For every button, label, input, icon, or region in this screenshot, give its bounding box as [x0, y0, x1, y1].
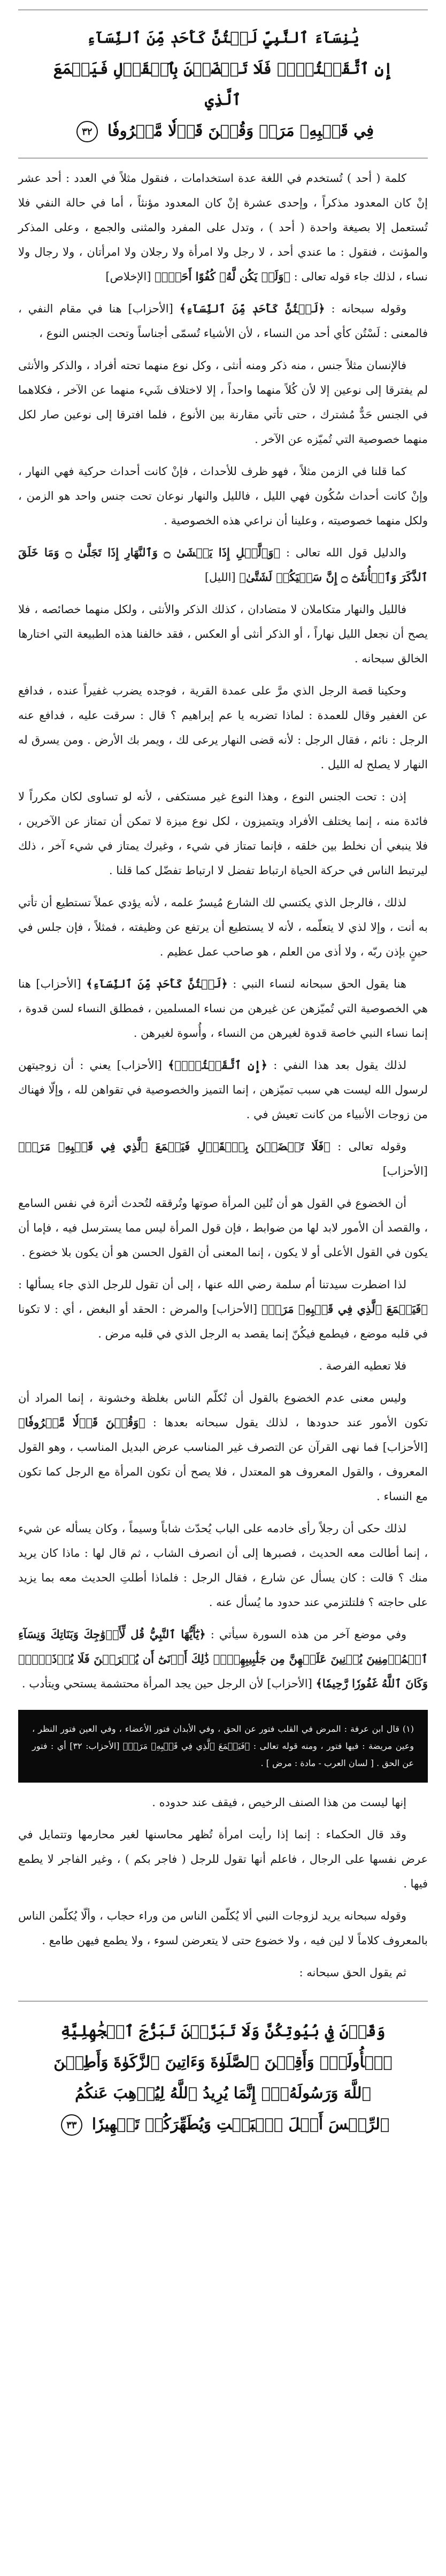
- paragraph-text: وقد قال الحكماء : إنما إذا رأيت امرأة تُظهر محاسنها لغير محارمها وتتمايل في عرض نفسها على الرجال ، فاعلم أنها تقول للرجل ( فاجر بكم ) ، وغير الفاجر لا يطمع فيها .: [18, 1828, 428, 1890]
- paragraph-text: وقوله سبحانه :: [331, 302, 406, 315]
- quran-quote: ﴿فَلَا تَخۡضَعۡنَ بِٱلۡقَوۡلِ فَيَطۡمَعَ ٱلَّذِي فِي قَلۡبِهِۦ مَرَضٞ﴾: [18, 1140, 330, 1153]
- paragraph: [18, 540, 428, 590]
- quran-quote: ﴿وَقُلۡنَ قَوۡلٗا مَّعۡرُوفٗا﴾: [18, 1416, 145, 1429]
- paragraph: [18, 1354, 428, 1378]
- paragraph-text: وقوله سبحانه يريد لزوجات النبي ألا يُكلّمن الناس من وراء حجاب ، وألّا يُكلّمن الناس بالمعروف كلاماً لا لين فيه ، ولا خضوع حتى لا يتعرضن لسوء ، ولا يطمع فيهن طامع .: [18, 1909, 428, 1947]
- paragraph-text: ثم يقول الحق سبحانه :: [299, 1966, 406, 1979]
- paragraph: [18, 1134, 428, 1183]
- paragraph-text: كلمة ( أحد ) تُستخدم في اللغة عدة استخدامات ، فنقول مثلاً في العدد : أحد عشر إنْ كان المعدود مذكراً ، وإحدى عشرة إنْ كان المعدود مؤنثاً ، أما في حالة النفي فلا تُستعمل إلا بصيغة واحدة ( أحد ) ، وتدل على المفرد والمثنى والجمع ، وعلى المذكر والمؤنث ، فنقول : ما عندي أحد ، لا رجل ولا امرأة ولا رجلان ولا امرأتان ، ولا رجال ولا نساء ، لذلك جاء قوله تعالى :: [18, 172, 428, 283]
- quran-quote: ﴿إِنِ ٱتَّقَيۡتُنَّۚ﴾: [168, 1058, 267, 1072]
- quran-quote: ﴿وَٱلَّيۡلِ إِذَا يَغۡشَىٰ ۝ وَٱلنَّهَارِ إِذَا تَجَلَّىٰ ۝ وَمَا خَلَقَ ٱلذَّكَرَ وَٱلۡأُنثَىٰٓ ۝ إِنَّ سَعۡيَكُمۡ لَشَتَّىٰ﴾: [18, 546, 428, 584]
- paragraph: [18, 1822, 428, 1896]
- verse-line: إِنِ ٱتَّقَيۡتُنَّۚ فَلَا تَخۡضَعۡنَ بِٱلۡقَوۡلِ فَيَطۡمَعَ ٱلَّذِي: [53, 59, 393, 109]
- verse-line: [33, 115, 413, 146]
- commentary-continued: [18, 1790, 428, 1985]
- reference-text: [الأحزاب] هنا هي الخصوصية التي تُميّزهن عن غيرهن من نساء المسلمين ، فمطلق النساء لسن قدوة ، إنما نساء النبي خاصة قدوة لغيرهن من النساء ، وأُسوة لغيرهن .: [18, 977, 428, 1039]
- paragraph: [18, 1904, 428, 1953]
- paragraph: [18, 1191, 428, 1265]
- quran-quote: ﴿فَيَطۡمَعَ ٱلَّذِي فِي قَلۡبِهِۦ مَرَضٞ﴾: [261, 1302, 428, 1316]
- paragraph-text: وفي موضع آخر من هذه السورة سيأتي :: [210, 1628, 407, 1641]
- verse-line-text: ٱلرِّجۡسَ أَهۡلَ ٱلۡبَيۡتِ وَيُطَهِّرَكُمۡ تَطۡهِيرٗا: [91, 2115, 390, 2133]
- paragraph: [18, 1386, 428, 1509]
- paragraph: [18, 1053, 428, 1127]
- paragraph: [18, 890, 428, 964]
- paragraph: [18, 353, 428, 452]
- reference-text: [الأحزاب] والمرض : الحقد أو البغض ، أي : لا تكونا في قلبه موضع ، فيطمع فيكُنّ إنما يقصد به الرجل الذي في قلبه مرض .: [18, 1303, 428, 1340]
- paragraph: [18, 1272, 428, 1346]
- paragraph-text: فلا تعطيه الفرصة .: [319, 1359, 406, 1372]
- verse-line: وَقَرۡنَ فِي بُيُوتِكُنَّ وَلَا تَبَرَّجۡنَ تَبَرُّجَ ٱلۡجَٰهِلِيَّةِ: [60, 2022, 386, 2040]
- paragraph-text: لذلك ، فالرجل الذي يكتسي لك الشارع مُيسرٌ علمه ، لأنه يؤدي عملاً تستطيع أن تأتي به أنت ، وإلا لذي لا يتعلّمه ، لأنه لا يستطيع أن يرتفع عن وظيفته ، فمثلاً ، فإن جلس في حينٍ بإذن ربّه ، ولا أذى من العلم ، هو صاحب عمل عظيم .: [18, 896, 428, 958]
- quran-quote: ﴿لَسۡتُنَّ كَأَحَدٖ مِّنَ ٱلنِّسَآءِ﴾: [86, 977, 228, 990]
- paragraph: [18, 1622, 428, 1696]
- quran-quote: ﴿يَٰٓأَيُّهَا ٱلنَّبِيُّ قُل لِّأَزۡوَٰجِكَ وَبَنَاتِكَ وَنِسَآءِ ٱلۡمُؤۡمِنِينَ يُدۡنِينَ عَلَيۡهِنَّ مِن جَلَٰبِيبِهِنَّۚ ذَٰلِكَ أَدۡنَىٰٓ أَن يُعۡرَفۡنَ فَلَا يُؤۡذَيۡنَۗ وَكَانَ ٱللَّهُ غَفُورٗا رَّحِيمٗا﴾: [18, 1627, 428, 1690]
- reference-text: [الأحزاب] لأن الرجل حين يجد المرأة محتشمة يستحي ويتأدب .: [21, 1677, 312, 1690]
- paragraph-text: وقوله تعالى :: [337, 1140, 406, 1153]
- reference-text: [الأحزاب] فما نهى القرآن عن التصرف غير المناسب عرض البديل المناسب ، وهو القول المعروف ، والقول المعروف هو المعتدل ، فلا يصح أن تكون المرأة مع الرجل كما تكون مع النساء .: [18, 1441, 428, 1503]
- paragraph-text: لذلك يقول بعد هذا النفي :: [273, 1059, 406, 1072]
- paragraph-text: أن الخضوع في القول هو أن تُلين المرأة صوتها وتُرققه لتُحدث أثرة في نفس السامع ، والقصد أن الأمور لابد لها من ضوابط ، فإن قول المرأة ليس مما يسترسل فيه ، فإما أن يكون في القول الأعلى أو لا يكون ، إنما المعنى أن القول الحسن هو أن يكون بلا خضوع .: [18, 1197, 428, 1259]
- paragraph: [18, 166, 428, 289]
- paragraph: [18, 1960, 428, 1985]
- verse-number: ٣٣: [61, 2114, 82, 2136]
- paragraph: [18, 459, 428, 533]
- paragraph-text: والدليل قول الله تعالى :: [286, 546, 407, 559]
- paragraph: [18, 1516, 428, 1615]
- paragraph: [18, 784, 428, 883]
- paragraph: [18, 597, 428, 671]
- reference-text: [الأحزاب]: [382, 1165, 428, 1178]
- paragraph-text: كما قلنا في الزمن مثلاً ، فهو ظرف للأحداث ، فإنْ كانت أحداث حركية فهي النهار ، وإنْ كانت أحداث سُكُون فهي الليل ، فالليل والنهار نوعان تحت جنس واحد هو الزمن ، ولكل منهما خصوصيته ، وعلينا أن نراعي هذه الخصوصية .: [18, 465, 428, 527]
- verse-line: ٱلۡأُولَىٰۖ وَأَقِمۡنَ ٱلصَّلَوٰةَ وَءَاتِينَ ٱلزَّكَوٰةَ وَأَطِعۡنَ: [53, 2053, 393, 2071]
- closing-verse: [18, 2001, 428, 2153]
- reference-text: [الليل]: [204, 571, 236, 584]
- verse-number: ٣٢: [76, 121, 98, 142]
- reference-text: [الإخلاص]: [105, 270, 151, 283]
- reference-text: [الأحزاب] هنا في مقام النفي ، فالمعنى : لَسْتُن كأي أحد من النساء ، لأن الأشياء تُسمّى أجناساً وتحت الجنس النوع ،: [18, 302, 428, 340]
- verse-line: ٱللَّهَ وَرَسُولَهُۥٓۚ إِنَّمَا يُرِيدُ ٱللَّهُ لِيُذۡهِبَ عَنكُمُ: [75, 2084, 371, 2102]
- paragraph-text: فالإنسان مثلاً جنس ، منه ذكر ومنه أنثى ، وكل نوع منهما تحته أفراد ، والذكر والأنثى لم يفترقا إلى نوعين إلا لأن كُلاً منهما واحداً ، إلا لاختلاف شَيء منهما عن الآخر ، فكلاهما في الجنس حَدٌّ مُشترك ، حتى تأتي مقارنة بين الأنوع ، فلما افترقا إلى نوعين صار لكل منهما خصوصية التي تُميّزه عن الآخر .: [18, 359, 428, 446]
- paragraph-text: وحكينا قصة الرجل الذي مرَّ على عمدة القرية ، فوجده يضرب غفيراً عنده ، فدافع عن الغفير وقال للعمدة : لماذا تضربه يا عم إبراهيم ؟ قال : سرقت عليه ، فدافع عنه الرجل : نائم ، فقال الرجل : لأنه قضى النهار يرعى لك ، ويمر بك الأرض . ومن يسرق له النهار لا يصلح له الليل .: [18, 684, 428, 771]
- paragraph: [18, 296, 428, 346]
- quran-quote: ﴿لَسۡتُنَّ كَأَحَدٖ مِّنَ ٱلنِّسَآءِ﴾: [179, 302, 325, 315]
- quran-quote: ﴿وَلَمۡ يَكُن لَّهُۥ كُفُوًا أَحَدُۢ﴾: [155, 270, 290, 283]
- paragraph-text: وليس معنى عدم الخضوع بالقول أن تُكلّم الناس بغلظة وخشونة ، إنما المراد أن تكون الأمور عند حدودها ، لذلك يقول سبحانه بعدها :: [18, 1392, 428, 1429]
- footnote-box: (١) قال ابن عرفة : المرض في القلب فتور عن الحق ، وفي الأبدان فتور الأعضاء ، وفي العين فتور النظر ، وعين مريضة : فيها فتور ، ومنه قوله تعالى : ﴿فَيَطۡمَعَ ٱلَّذِي فِي قَلۡبِهِۦ مَرَضٞ﴾ [الأحزاب: ٣٢] أي : فتور عن الحق . [ لسان العرب - مادة : مرض ] .: [18, 1710, 428, 1783]
- paragraph: [18, 1790, 428, 1815]
- opening-verse: [18, 10, 428, 158]
- paragraph: [18, 678, 428, 777]
- paragraph: [18, 972, 428, 1045]
- paragraph-text: فالليل والنهار متكاملان لا متضادان ، كذلك الذكر والأنثى ، ولكل منهما خصائصه ، فلا يصح أن نجعل الليل نهاراً ، أو الذكر أنثى أو العكس ، فقد خالفنا هذه الطبيعة التي اختارها الخالق سبحانه .: [18, 603, 428, 665]
- paragraph-text: لذلك حكى أن رجلاً رأى خادمه على الباب يُحدّث شاباً وسيماً ، وكان يسأله عن شيء ، إنما أطالت معه الحديث ، فصبرها إلى أن انصرف الشاب ، ثم قال لها : ماذا كان يريد منك ؟ قالت : كان يسأل عن شارع ، فقال الرجل : فلماذا أطلتِ الحديث معه بما يزيد على حاجته ؟ فلتلتزمي عند حدود ما يُسأل عنه .: [18, 1522, 428, 1609]
- paragraph-text: إنها ليست من هذا الصنف الرخيص ، فيقف عند حدوده .: [152, 1796, 406, 1809]
- paragraph-text: إذن : تحت الجنس النوع ، وهذا النوع غير مستكفى ، لأنه لو تساوى لكان مكرراً لا فائدة منه ، إنما يختلف الأفراد ويتميزون ، لكل نوع ميزة لا تمكن أن تمتاز عن الآخرين ، فلا ينبغي أن نخلط بين خلقه ، فإنما تمتاز في شيء ، وغيرك يمتاز في شيء آخر ، ذلك ليرتبط الناس في حركة الحياة ارتباط تفضل لا ارتباط تفضّل كما قلنا .: [18, 790, 428, 877]
- commentary-body: [18, 166, 428, 1696]
- verse-line: [29, 2108, 417, 2139]
- reference-text: [الأحزاب] يعني : أن زوجيتهن لرسول الله ليست هي سبب تميّزهن ، إنما التميز والخصوصية في تقواهن لله ، وإلّا فهناك من زوجات الأنبياء من كانت تعيش في .: [18, 1059, 428, 1121]
- paragraph-text: هنا يقول الحق سبحانه لنساء النبي :: [233, 977, 406, 990]
- paragraph-text: لذا اضطرت سيدتنا أم سلمة رضي الله عنها ، إلى أن تقول للرجل الذي جاء يسألها :: [18, 1278, 406, 1291]
- verse-line: يَٰنِسَآءَ ٱلنَّبِيِّ لَسۡتُنَّ كَأَحَدٖ مِّنَ ٱلنِّسَآءِ: [86, 28, 360, 47]
- verse-line-text: فِي قَلۡبِهِۦ مَرَضٞ وَقُلۡنَ قَوۡلٗا مَّعۡرُوفٗا: [107, 121, 374, 140]
